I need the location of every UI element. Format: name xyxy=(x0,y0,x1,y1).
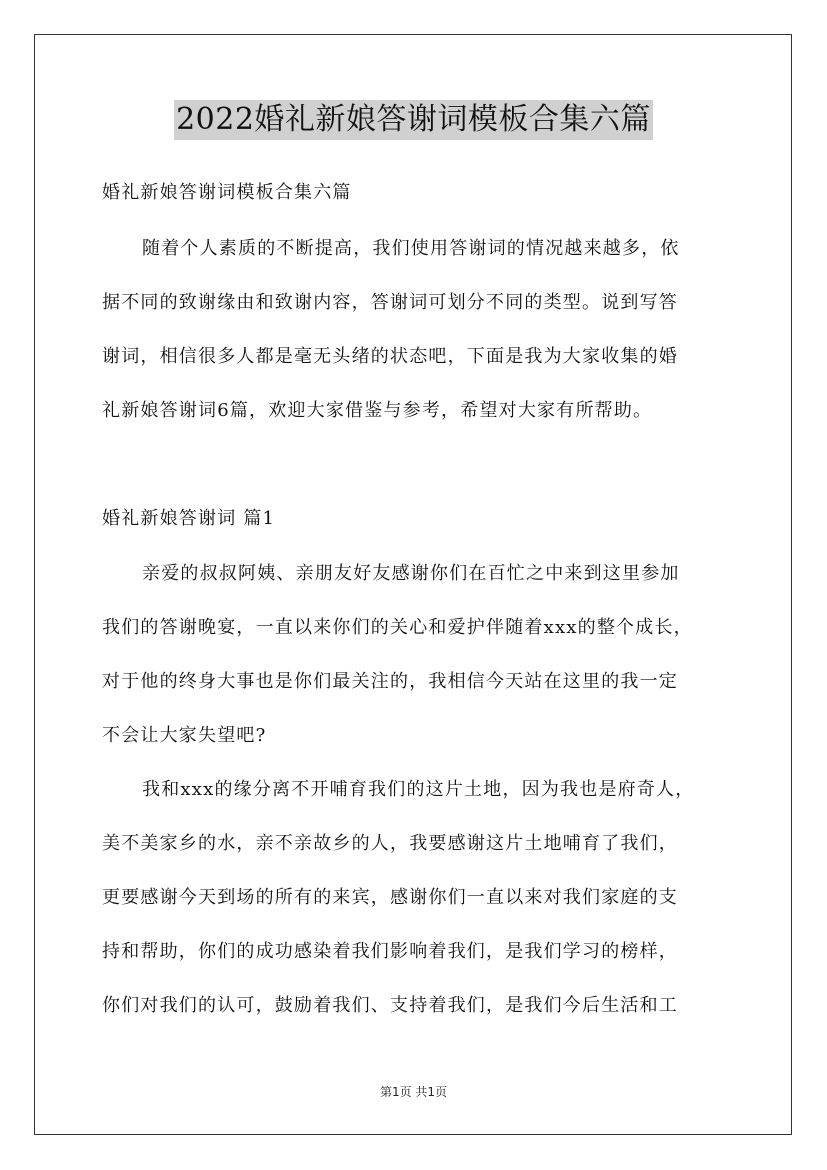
intro-line-2: 据不同的致谢缘由和致谢内容，答谢词可划分不同的类型。说到写答 xyxy=(102,292,678,313)
paragraph-line: 不会让大家失望吧? xyxy=(102,725,267,746)
section-heading: 婚礼新娘答谢词 篇1 xyxy=(102,508,276,529)
intro-line-4: 礼新娘答谢词6篇，欢迎大家借鉴与参考，希望对大家有所帮助。 xyxy=(102,400,653,421)
intro-line-3: 谢词，相信很多人都是毫无头绪的状态吧，下面是我为大家收集的婚 xyxy=(102,346,678,367)
paragraph-line: 美不美家乡的水，亲不亲故乡的人，我要感谢这片土地哺育了我们， xyxy=(102,833,678,854)
page-number-footer: 第1页 共1页 xyxy=(379,1085,448,1099)
title-container xyxy=(0,100,827,140)
paragraph-line: 我和xxx的缘分离不开哺育我们的这片土地，因为我也是府奇人， xyxy=(142,779,695,800)
paragraph-line: 更要感谢今天到场的所有的来宾，感谢你们一直以来对我们家庭的支 xyxy=(102,887,678,908)
intro-line-1: 随着个人素质的不断提高，我们使用答谢词的情况越来越多，依 xyxy=(142,238,680,259)
paragraph-line: 持和帮助，你们的成功感染着我们影响着我们，是我们学习的榜样， xyxy=(102,941,678,962)
paragraph-line: 亲爱的叔叔阿姨、亲朋友好友感谢你们在百忙之中来到这里参加 xyxy=(142,563,680,584)
document-title: 2022婚礼新娘答谢词模板合集六篇 xyxy=(174,100,653,140)
paragraph-line: 我们的答谢晚宴，一直以来你们的关心和爱护伴随着xxx的整个成长， xyxy=(102,617,693,638)
paragraph-line: 你们对我们的认可，鼓励着我们、支持着我们，是我们今后生活和工 xyxy=(102,995,678,1016)
document-subtitle: 婚礼新娘答谢词模板合集六篇 xyxy=(102,182,352,203)
paragraph-line: 对于他的终身大事也是你们最关注的，我相信今天站在这里的我一定 xyxy=(102,671,678,692)
